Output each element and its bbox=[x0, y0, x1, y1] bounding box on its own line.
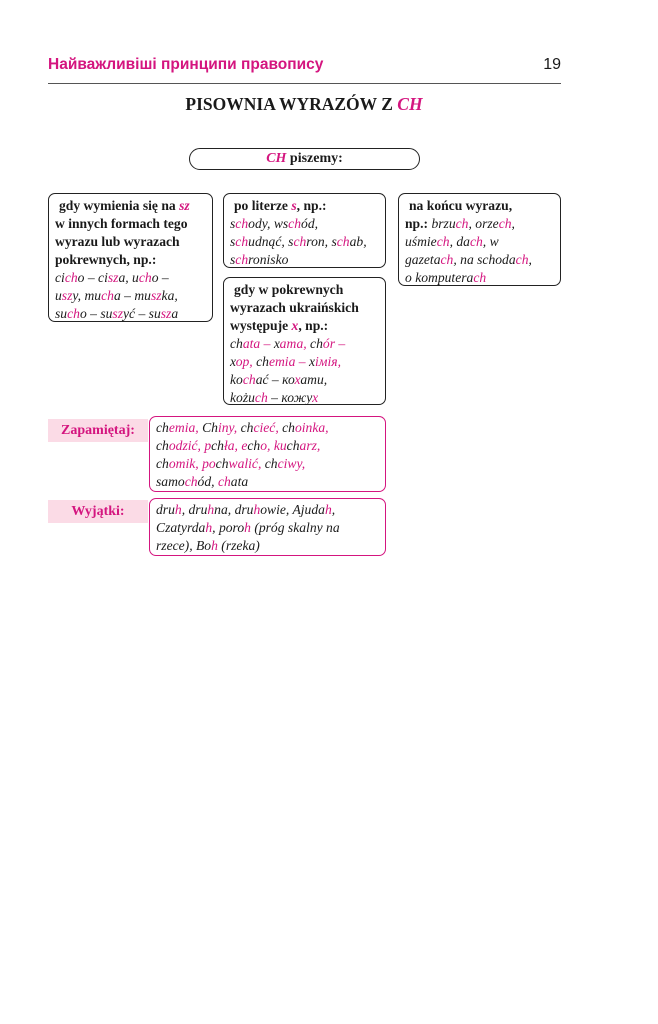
example-text: ab, bbox=[349, 234, 367, 249]
example-text: ch bbox=[256, 354, 269, 369]
highlighted-letters: ch bbox=[293, 234, 307, 249]
example-text: ód, bbox=[301, 216, 319, 231]
highlighted-letters: ła, e bbox=[223, 438, 248, 453]
example-text: s bbox=[230, 252, 236, 267]
example-text: y, mu bbox=[72, 288, 102, 303]
highlighted-letters: arz, bbox=[299, 438, 321, 453]
example-text: o – ci bbox=[77, 270, 108, 285]
example-text: ch bbox=[286, 438, 300, 453]
highlighted-letters: ор, bbox=[235, 354, 257, 369]
example-line bbox=[405, 269, 560, 287]
highlighted-letters: ch bbox=[101, 288, 114, 303]
example-text: ch bbox=[230, 336, 243, 351]
example-line bbox=[405, 233, 560, 251]
highlighted-letters: ch bbox=[473, 270, 487, 285]
running-header-title: Найважливіші принципи правопису bbox=[48, 56, 324, 73]
highlighted-letters: ch bbox=[336, 234, 350, 249]
highlighted-letters: iny, bbox=[217, 420, 241, 435]
example-line bbox=[55, 269, 212, 287]
example-text: ronisko bbox=[248, 252, 289, 267]
example-text: , poro bbox=[212, 520, 245, 535]
highlighted-letters: ch bbox=[235, 234, 249, 249]
example-text: a bbox=[171, 306, 179, 321]
highlighted-letters: ch bbox=[498, 216, 512, 231]
pill-text: piszemy: bbox=[286, 151, 343, 166]
example-line bbox=[156, 437, 385, 455]
example-text: ody, ws bbox=[248, 216, 289, 231]
example-text: ci bbox=[55, 270, 65, 285]
highlighted-letters: omik, po bbox=[168, 456, 216, 471]
rule-text: gdy w pokrewnych bbox=[234, 282, 344, 297]
highlighted-letters: o, ku bbox=[260, 438, 287, 453]
zapamietaj-label: Zapamiętaj: bbox=[48, 419, 148, 442]
highlighted-letters: ch bbox=[67, 306, 80, 321]
example-text: , bbox=[331, 502, 336, 517]
example-text: ch bbox=[310, 336, 323, 351]
rule-text: pokrewnych, np.: bbox=[55, 252, 157, 267]
highlighted-letters: sz bbox=[160, 306, 172, 321]
example-text: , na schoda bbox=[453, 252, 516, 267]
example-text: , dru bbox=[181, 502, 208, 517]
wyjatki-label: Wyjątki: bbox=[48, 500, 148, 523]
example-text: u bbox=[55, 288, 62, 303]
example-text: , bbox=[511, 216, 515, 231]
example-text: kożu bbox=[230, 390, 255, 405]
rule-text: na końcu wyrazu, bbox=[409, 198, 513, 213]
rule-highlight: s bbox=[291, 198, 297, 213]
example-line bbox=[230, 335, 385, 353]
rule-text: wyrazu lub wyrazach bbox=[55, 234, 180, 249]
section-title bbox=[0, 94, 608, 115]
highlighted-letters: sz bbox=[61, 288, 73, 303]
example-text: ch bbox=[240, 420, 254, 435]
highlighted-letters: h bbox=[253, 502, 261, 517]
example-text: ch bbox=[211, 438, 224, 453]
rule-box-after-s bbox=[223, 193, 386, 268]
example-line bbox=[156, 519, 385, 537]
example-text: owie, Ajuda bbox=[260, 502, 325, 517]
highlighted-letters: h bbox=[211, 538, 218, 553]
example-text: ch bbox=[156, 438, 169, 453]
example-text: o – su bbox=[79, 306, 113, 321]
example-text: х bbox=[230, 354, 236, 369]
rule-text: np.: bbox=[405, 216, 432, 231]
highlighted-letters: odzić, p bbox=[168, 438, 212, 453]
zapamietaj-box bbox=[149, 416, 386, 492]
example-line bbox=[230, 353, 385, 371]
example-line bbox=[156, 537, 385, 555]
rule-box-word-end bbox=[398, 193, 561, 286]
highlighted-letters: ch bbox=[235, 252, 249, 267]
rule-box-sz-alternation bbox=[48, 193, 213, 322]
section-title-highlight: CH bbox=[397, 94, 423, 114]
example-line bbox=[156, 455, 385, 473]
example-text: o – bbox=[151, 270, 169, 285]
example-text: ch bbox=[264, 456, 278, 471]
highlighted-letters: ciwy, bbox=[277, 456, 306, 471]
highlighted-letters: sz bbox=[107, 270, 119, 285]
rule-text: , np.: bbox=[298, 318, 329, 333]
example-line bbox=[431, 216, 515, 231]
example-line bbox=[156, 419, 385, 437]
example-text: dru bbox=[156, 502, 175, 517]
highlighted-letters: oinka, bbox=[294, 420, 329, 435]
example-text: yć – su bbox=[123, 306, 161, 321]
example-text: ати, bbox=[300, 372, 328, 387]
example-text: х bbox=[308, 354, 316, 369]
header-rule bbox=[48, 83, 561, 84]
highlighted-letters: h bbox=[205, 520, 213, 535]
example-text: – кожу bbox=[267, 390, 313, 405]
highlighted-letters: h bbox=[324, 502, 332, 517]
example-text: ch bbox=[156, 456, 169, 471]
rule-text: wyrazach ukraińskich bbox=[230, 300, 359, 315]
highlighted-letters: ch bbox=[138, 270, 152, 285]
highlighted-letters: ch bbox=[288, 216, 302, 231]
highlighted-letters: ch bbox=[440, 252, 454, 267]
example-text: ch bbox=[156, 420, 169, 435]
highlighted-letters: ch bbox=[436, 234, 450, 249]
highlighted-letters: ch bbox=[469, 234, 483, 249]
rule-highlight: х bbox=[291, 318, 299, 333]
example-text: , orze bbox=[468, 216, 499, 231]
example-text: ch bbox=[282, 420, 295, 435]
example-text: samo bbox=[156, 474, 185, 489]
rule-highlight: sz bbox=[179, 198, 190, 213]
example-text: ać – ко bbox=[255, 372, 295, 387]
example-line bbox=[230, 251, 385, 269]
example-text: ko bbox=[230, 372, 243, 387]
example-text: na, dru bbox=[214, 502, 254, 517]
ch-piszemy-pill bbox=[189, 148, 420, 170]
example-text: o komputera bbox=[405, 270, 474, 285]
example-text: , bbox=[528, 252, 532, 267]
example-text: udnąć, s bbox=[248, 234, 294, 249]
wyjatki-box bbox=[149, 498, 386, 556]
example-line bbox=[405, 251, 560, 269]
highlighted-letters: х bbox=[312, 390, 319, 405]
example-text: ch bbox=[247, 438, 261, 453]
highlighted-letters: ch bbox=[217, 474, 231, 489]
highlighted-letters: ch bbox=[242, 372, 256, 387]
rule-text: gdy wymienia się na bbox=[59, 198, 180, 213]
example-line bbox=[156, 473, 385, 491]
example-text: Ch bbox=[202, 420, 218, 435]
rule-text: , np.: bbox=[296, 198, 327, 213]
example-text: ch bbox=[215, 456, 229, 471]
highlighted-letters: ch bbox=[254, 390, 268, 405]
highlighted-letters: walić, bbox=[228, 456, 265, 471]
example-line bbox=[156, 501, 385, 519]
example-text: brzu bbox=[431, 216, 456, 231]
example-text: ka, bbox=[161, 288, 178, 303]
highlighted-letters: cieć, bbox=[253, 420, 283, 435]
page-number: 19 bbox=[543, 56, 561, 73]
highlighted-letters: х bbox=[294, 372, 301, 387]
highlighted-letters: sz bbox=[150, 288, 162, 303]
example-text: a, u bbox=[118, 270, 139, 285]
example-text: s bbox=[230, 234, 236, 249]
rule-text: w innych formach tego bbox=[55, 216, 188, 231]
rule-box-ukrainian-cognates bbox=[223, 277, 386, 405]
rule-text: po literze bbox=[234, 198, 292, 213]
example-text: (próg skalny na bbox=[250, 520, 340, 535]
example-line bbox=[230, 371, 385, 389]
example-line bbox=[230, 389, 385, 407]
highlighted-letters: ata – bbox=[242, 336, 274, 351]
example-text: Czatyrda bbox=[156, 520, 206, 535]
example-text: uśmie bbox=[405, 234, 437, 249]
example-text: rzece), Bo bbox=[156, 538, 212, 553]
example-text: gazeta bbox=[405, 252, 441, 267]
highlighted-letters: sz bbox=[112, 306, 124, 321]
example-line bbox=[55, 305, 212, 323]
example-text: х bbox=[273, 336, 280, 351]
rule-text: występuje bbox=[230, 318, 292, 333]
example-text: a – mu bbox=[113, 288, 151, 303]
highlighted-letters: emia – bbox=[268, 354, 309, 369]
example-text: , da bbox=[449, 234, 470, 249]
example-text: ata bbox=[230, 474, 249, 489]
highlighted-letters: ch bbox=[455, 216, 469, 231]
section-title-text: PISOWNIA WYRAZÓW Z bbox=[185, 94, 398, 114]
highlighted-letters: h bbox=[207, 502, 215, 517]
highlighted-letters: ата, bbox=[279, 336, 311, 351]
example-text: (rzeka) bbox=[217, 538, 260, 553]
highlighted-letters: імія, bbox=[315, 354, 341, 369]
example-text: s bbox=[230, 216, 236, 231]
example-text: ód, bbox=[197, 474, 218, 489]
example-text: ron, s bbox=[306, 234, 337, 249]
example-line bbox=[230, 233, 385, 251]
example-line bbox=[230, 215, 385, 233]
highlighted-letters: emia, bbox=[168, 420, 203, 435]
highlighted-letters: h bbox=[244, 520, 251, 535]
example-line bbox=[55, 287, 212, 305]
highlighted-letters: ch bbox=[515, 252, 529, 267]
highlighted-letters: h bbox=[174, 502, 182, 517]
highlighted-letters: ch bbox=[184, 474, 198, 489]
example-text: , w bbox=[482, 234, 499, 249]
highlighted-letters: ch bbox=[235, 216, 249, 231]
example-text: su bbox=[55, 306, 68, 321]
highlighted-letters: ch bbox=[64, 270, 78, 285]
highlighted-letters: ór – bbox=[322, 336, 346, 351]
pill-highlight: CH bbox=[266, 151, 287, 166]
